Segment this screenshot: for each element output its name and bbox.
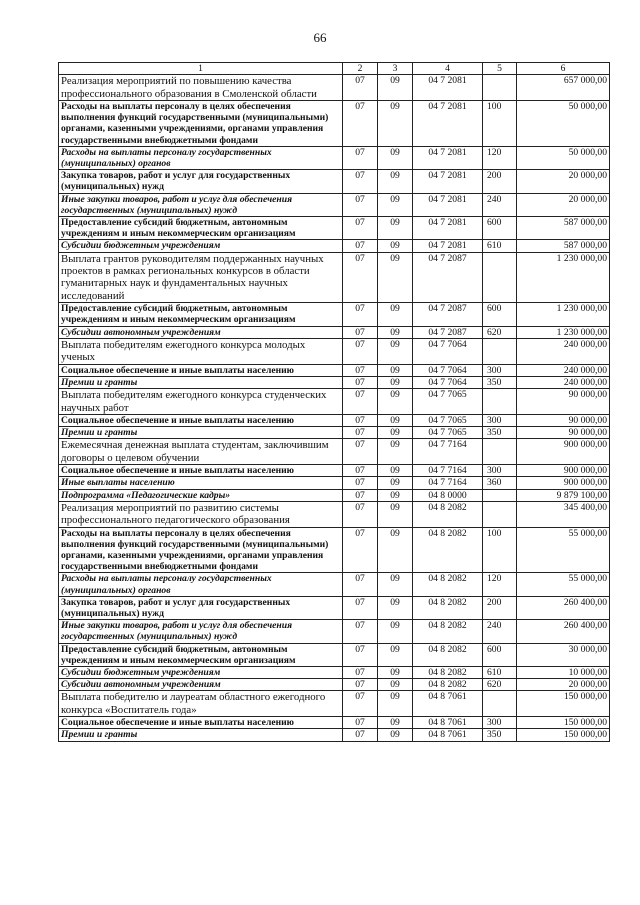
row-amount: 55 000,00 bbox=[517, 527, 610, 573]
row-target-article: 04 8 2082 bbox=[413, 679, 483, 691]
row-section: 07 bbox=[343, 414, 378, 426]
row-expense-type bbox=[483, 75, 517, 101]
row-amount: 50 000,00 bbox=[517, 146, 610, 169]
row-subsection: 09 bbox=[378, 620, 413, 643]
row-target-article: 04 8 2082 bbox=[413, 501, 483, 527]
row-target-article: 04 7 2081 bbox=[413, 101, 483, 147]
row-name: Премии и гранты bbox=[59, 376, 343, 388]
row-section: 07 bbox=[343, 679, 378, 691]
row-subsection: 09 bbox=[378, 75, 413, 101]
row-target-article: 04 7 7064 bbox=[413, 338, 483, 364]
row-target-article: 04 7 7164 bbox=[413, 465, 483, 477]
row-target-article: 04 7 7064 bbox=[413, 376, 483, 388]
row-name: Закупка товаров, работ и услуг для государственных (муниципальных) нужд bbox=[59, 596, 343, 619]
row-name: Социальное обеспечение и иные выплаты населению bbox=[59, 364, 343, 376]
table-row bbox=[59, 596, 610, 619]
row-subsection: 09 bbox=[378, 326, 413, 338]
row-expense-type bbox=[483, 691, 517, 717]
row-target-article: 04 7 7065 bbox=[413, 389, 483, 415]
table-row bbox=[59, 501, 610, 527]
budget-table bbox=[58, 62, 610, 742]
row-subsection: 09 bbox=[378, 489, 413, 501]
row-subsection: 09 bbox=[378, 252, 413, 303]
row-name: Предоставление субсидий бюджетным, автономным учреждениям и иным некоммерческим организациям bbox=[59, 643, 343, 666]
table-row bbox=[59, 620, 610, 643]
row-subsection: 09 bbox=[378, 240, 413, 252]
row-expense-type: 620 bbox=[483, 326, 517, 338]
row-section: 07 bbox=[343, 146, 378, 169]
row-target-article: 04 8 7061 bbox=[413, 717, 483, 729]
row-name: Субсидии бюджетным учреждениям bbox=[59, 667, 343, 679]
row-subsection: 09 bbox=[378, 679, 413, 691]
row-expense-type bbox=[483, 501, 517, 527]
row-name: Предоставление субсидий бюджетным, автономным учреждениям и иным некоммерческим организациям bbox=[59, 217, 343, 240]
row-subsection: 09 bbox=[378, 193, 413, 216]
row-name: Расходы на выплаты персоналу в целях обеспечения выполнения функций государственными (муниципальными) органами, казенными учреждениями, органами управления государственными внебюджетными фондами bbox=[59, 527, 343, 573]
row-section: 07 bbox=[343, 101, 378, 147]
table-row bbox=[59, 729, 610, 741]
row-target-article: 04 8 7061 bbox=[413, 691, 483, 717]
row-name: Выплата победителям ежегодного конкурса молодых ученых bbox=[59, 338, 343, 364]
row-amount: 150 000,00 bbox=[517, 717, 610, 729]
header-col-3: 3 bbox=[378, 63, 413, 75]
row-subsection: 09 bbox=[378, 501, 413, 527]
row-section: 07 bbox=[343, 364, 378, 376]
row-subsection: 09 bbox=[378, 691, 413, 717]
row-subsection: 09 bbox=[378, 338, 413, 364]
table-header-row bbox=[59, 63, 610, 75]
row-expense-type: 300 bbox=[483, 465, 517, 477]
row-subsection: 09 bbox=[378, 439, 413, 465]
table-row bbox=[59, 252, 610, 303]
table-row bbox=[59, 439, 610, 465]
row-section: 07 bbox=[343, 252, 378, 303]
row-subsection: 09 bbox=[378, 414, 413, 426]
row-expense-type: 120 bbox=[483, 146, 517, 169]
row-subsection: 09 bbox=[378, 217, 413, 240]
table-row bbox=[59, 303, 610, 326]
row-section: 07 bbox=[343, 170, 378, 193]
table-row bbox=[59, 489, 610, 501]
row-expense-type: 620 bbox=[483, 679, 517, 691]
row-subsection: 09 bbox=[378, 364, 413, 376]
row-target-article: 04 8 2082 bbox=[413, 620, 483, 643]
row-expense-type: 200 bbox=[483, 170, 517, 193]
header-col-2: 2 bbox=[343, 63, 378, 75]
row-section: 07 bbox=[343, 729, 378, 741]
row-name: Социальное обеспечение и иные выплаты населению bbox=[59, 414, 343, 426]
table-row bbox=[59, 573, 610, 596]
row-expense-type: 100 bbox=[483, 101, 517, 147]
row-expense-type: 200 bbox=[483, 596, 517, 619]
row-section: 07 bbox=[343, 667, 378, 679]
row-expense-type bbox=[483, 338, 517, 364]
row-amount: 20 000,00 bbox=[517, 170, 610, 193]
table-row bbox=[59, 101, 610, 147]
row-target-article: 04 7 2081 bbox=[413, 170, 483, 193]
row-subsection: 09 bbox=[378, 643, 413, 666]
row-name: Выплата грантов руководителям поддержанных научных проектов в рамках региональных конкурсов в области гуманитарных наук и фундаментальных научных исследований bbox=[59, 252, 343, 303]
row-subsection: 09 bbox=[378, 573, 413, 596]
table-row bbox=[59, 326, 610, 338]
row-amount: 240 000,00 bbox=[517, 364, 610, 376]
header-col-5: 5 bbox=[483, 63, 517, 75]
row-subsection: 09 bbox=[378, 376, 413, 388]
row-expense-type: 610 bbox=[483, 667, 517, 679]
row-expense-type: 350 bbox=[483, 729, 517, 741]
row-expense-type bbox=[483, 252, 517, 303]
row-subsection: 09 bbox=[378, 527, 413, 573]
row-target-article: 04 7 2081 bbox=[413, 240, 483, 252]
table-row bbox=[59, 389, 610, 415]
table-row bbox=[59, 527, 610, 573]
row-amount: 30 000,00 bbox=[517, 643, 610, 666]
row-expense-type: 350 bbox=[483, 376, 517, 388]
row-amount: 10 000,00 bbox=[517, 667, 610, 679]
row-amount: 900 000,00 bbox=[517, 465, 610, 477]
page-number: 66 bbox=[313, 30, 327, 45]
row-target-article: 04 7 7065 bbox=[413, 414, 483, 426]
table-row bbox=[59, 170, 610, 193]
row-name: Субсидии автономным учреждениям bbox=[59, 679, 343, 691]
row-amount: 90 000,00 bbox=[517, 389, 610, 415]
table-row bbox=[59, 217, 610, 240]
row-expense-type: 240 bbox=[483, 620, 517, 643]
table-row bbox=[59, 146, 610, 169]
row-section: 07 bbox=[343, 193, 378, 216]
row-section: 07 bbox=[343, 501, 378, 527]
row-name: Подпрограмма «Педагогические кадры» bbox=[59, 489, 343, 501]
row-target-article: 04 7 2087 bbox=[413, 326, 483, 338]
table-row bbox=[59, 364, 610, 376]
row-target-article: 04 7 7164 bbox=[413, 477, 483, 489]
row-amount: 9 879 100,00 bbox=[517, 489, 610, 501]
row-section: 07 bbox=[343, 389, 378, 415]
row-section: 07 bbox=[343, 427, 378, 439]
row-section: 07 bbox=[343, 691, 378, 717]
row-amount: 900 000,00 bbox=[517, 477, 610, 489]
row-subsection: 09 bbox=[378, 427, 413, 439]
row-expense-type: 600 bbox=[483, 217, 517, 240]
row-target-article: 04 7 2081 bbox=[413, 75, 483, 101]
row-expense-type: 350 bbox=[483, 427, 517, 439]
row-amount: 657 000,00 bbox=[517, 75, 610, 101]
row-name: Ежемесячная денежная выплата студентам, заключившим договоры о целевом обучении bbox=[59, 439, 343, 465]
row-name: Реализация мероприятий по повышению качества профессионального образования в Смоленской области bbox=[59, 75, 343, 101]
row-amount: 345 400,00 bbox=[517, 501, 610, 527]
row-section: 07 bbox=[343, 596, 378, 619]
row-expense-type: 610 bbox=[483, 240, 517, 252]
row-target-article: 04 7 2087 bbox=[413, 252, 483, 303]
row-section: 07 bbox=[343, 439, 378, 465]
row-expense-type: 240 bbox=[483, 193, 517, 216]
row-section: 07 bbox=[343, 620, 378, 643]
row-name: Премии и гранты bbox=[59, 729, 343, 741]
row-section: 07 bbox=[343, 376, 378, 388]
row-name: Субсидии бюджетным учреждениям bbox=[59, 240, 343, 252]
row-target-article: 04 8 7061 bbox=[413, 729, 483, 741]
row-amount: 1 230 000,00 bbox=[517, 252, 610, 303]
table-row bbox=[59, 477, 610, 489]
row-name: Выплата победителям ежегодного конкурса студенческих научных работ bbox=[59, 389, 343, 415]
table-row bbox=[59, 414, 610, 426]
row-target-article: 04 8 2082 bbox=[413, 596, 483, 619]
row-name: Реализация мероприятий по развитию системы профессионального педагогического образования bbox=[59, 501, 343, 527]
row-amount: 150 000,00 bbox=[517, 691, 610, 717]
row-subsection: 09 bbox=[378, 729, 413, 741]
header-col-4: 4 bbox=[413, 63, 483, 75]
row-expense-type: 120 bbox=[483, 573, 517, 596]
row-section: 07 bbox=[343, 326, 378, 338]
row-name: Субсидии автономным учреждениям bbox=[59, 326, 343, 338]
row-subsection: 09 bbox=[378, 303, 413, 326]
row-target-article: 04 7 2081 bbox=[413, 146, 483, 169]
row-target-article: 04 7 7164 bbox=[413, 439, 483, 465]
row-amount: 50 000,00 bbox=[517, 101, 610, 147]
table-body bbox=[59, 75, 610, 741]
row-section: 07 bbox=[343, 489, 378, 501]
row-section: 07 bbox=[343, 75, 378, 101]
row-target-article: 04 8 2082 bbox=[413, 527, 483, 573]
row-expense-type: 100 bbox=[483, 527, 517, 573]
row-section: 07 bbox=[343, 477, 378, 489]
row-name: Расходы на выплаты персоналу государственных (муниципальных) органов bbox=[59, 146, 343, 169]
row-target-article: 04 8 0000 bbox=[413, 489, 483, 501]
row-name: Социальное обеспечение и иные выплаты населению bbox=[59, 465, 343, 477]
table-row bbox=[59, 193, 610, 216]
row-subsection: 09 bbox=[378, 101, 413, 147]
row-expense-type bbox=[483, 389, 517, 415]
row-target-article: 04 7 7065 bbox=[413, 427, 483, 439]
row-section: 07 bbox=[343, 643, 378, 666]
row-expense-type: 600 bbox=[483, 643, 517, 666]
table-row bbox=[59, 679, 610, 691]
row-section: 07 bbox=[343, 217, 378, 240]
row-section: 07 bbox=[343, 240, 378, 252]
table-row bbox=[59, 240, 610, 252]
row-target-article: 04 7 2081 bbox=[413, 193, 483, 216]
row-name: Выплата победителю и лауреатам областного ежегодного конкурса «Воспитатель года» bbox=[59, 691, 343, 717]
row-target-article: 04 7 7064 bbox=[413, 364, 483, 376]
row-amount: 260 400,00 bbox=[517, 620, 610, 643]
row-amount: 240 000,00 bbox=[517, 338, 610, 364]
row-amount: 1 230 000,00 bbox=[517, 303, 610, 326]
row-amount: 260 400,00 bbox=[517, 596, 610, 619]
table-row bbox=[59, 667, 610, 679]
row-section: 07 bbox=[343, 303, 378, 326]
row-name: Расходы на выплаты персоналу в целях обеспечения выполнения функций государственными (муниципальными) органами, казенными учреждениями, органами управления государственными внебюджетными фондами bbox=[59, 101, 343, 147]
row-target-article: 04 7 2081 bbox=[413, 217, 483, 240]
header-col-1: 1 bbox=[59, 63, 343, 75]
header-col-6: 6 bbox=[517, 63, 610, 75]
row-name: Закупка товаров, работ и услуг для государственных (муниципальных) нужд bbox=[59, 170, 343, 193]
row-subsection: 09 bbox=[378, 717, 413, 729]
row-section: 07 bbox=[343, 527, 378, 573]
row-expense-type: 300 bbox=[483, 717, 517, 729]
row-name: Иные закупки товаров, работ и услуг для обеспечения государственных (муниципальных) нужд bbox=[59, 620, 343, 643]
table-row bbox=[59, 465, 610, 477]
row-target-article: 04 7 2087 bbox=[413, 303, 483, 326]
row-subsection: 09 bbox=[378, 667, 413, 679]
row-name: Социальное обеспечение и иные выплаты населению bbox=[59, 717, 343, 729]
row-amount: 587 000,00 bbox=[517, 240, 610, 252]
table-row bbox=[59, 427, 610, 439]
row-amount: 900 000,00 bbox=[517, 439, 610, 465]
row-amount: 90 000,00 bbox=[517, 427, 610, 439]
row-name: Иные закупки товаров, работ и услуг для обеспечения государственных (муниципальных) нужд bbox=[59, 193, 343, 216]
row-name: Премии и гранты bbox=[59, 427, 343, 439]
row-target-article: 04 8 2082 bbox=[413, 643, 483, 666]
row-amount: 150 000,00 bbox=[517, 729, 610, 741]
row-amount: 1 230 000,00 bbox=[517, 326, 610, 338]
row-subsection: 09 bbox=[378, 389, 413, 415]
row-target-article: 04 8 2082 bbox=[413, 573, 483, 596]
table-row bbox=[59, 691, 610, 717]
table-row bbox=[59, 75, 610, 101]
row-amount: 55 000,00 bbox=[517, 573, 610, 596]
row-subsection: 09 bbox=[378, 596, 413, 619]
row-target-article: 04 8 2082 bbox=[413, 667, 483, 679]
row-name: Предоставление субсидий бюджетным, автономным учреждениям и иным некоммерческим организациям bbox=[59, 303, 343, 326]
row-expense-type bbox=[483, 439, 517, 465]
table-row bbox=[59, 717, 610, 729]
row-expense-type: 600 bbox=[483, 303, 517, 326]
row-section: 07 bbox=[343, 338, 378, 364]
table-row bbox=[59, 376, 610, 388]
table-row bbox=[59, 643, 610, 666]
row-expense-type: 360 bbox=[483, 477, 517, 489]
row-section: 07 bbox=[343, 573, 378, 596]
row-subsection: 09 bbox=[378, 465, 413, 477]
row-amount: 587 000,00 bbox=[517, 217, 610, 240]
row-section: 07 bbox=[343, 465, 378, 477]
row-subsection: 09 bbox=[378, 477, 413, 489]
row-amount: 90 000,00 bbox=[517, 414, 610, 426]
table-row bbox=[59, 338, 610, 364]
row-section: 07 bbox=[343, 717, 378, 729]
row-amount: 20 000,00 bbox=[517, 193, 610, 216]
row-expense-type bbox=[483, 489, 517, 501]
row-amount: 240 000,00 bbox=[517, 376, 610, 388]
row-subsection: 09 bbox=[378, 170, 413, 193]
row-amount: 20 000,00 bbox=[517, 679, 610, 691]
row-name: Расходы на выплаты персоналу государственных (муниципальных) органов bbox=[59, 573, 343, 596]
row-expense-type: 300 bbox=[483, 414, 517, 426]
row-subsection: 09 bbox=[378, 146, 413, 169]
row-name: Иные выплаты населению bbox=[59, 477, 343, 489]
row-expense-type: 300 bbox=[483, 364, 517, 376]
